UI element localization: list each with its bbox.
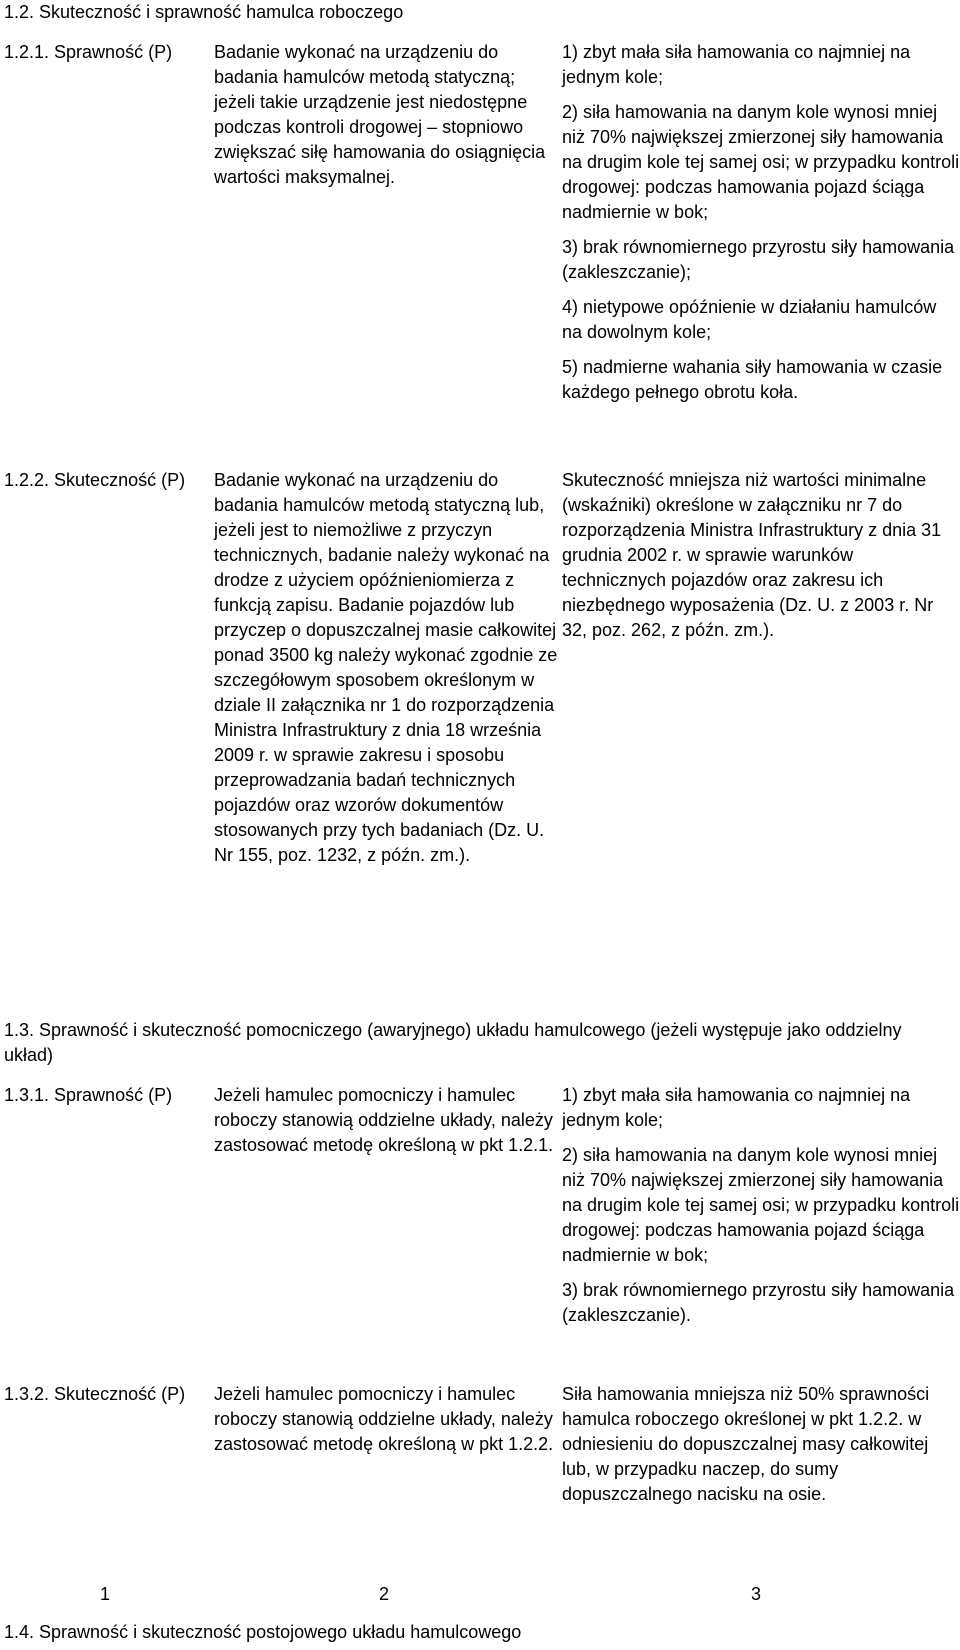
criterion-item: 1) zbyt mała siła hamowania co najmniej na jednym kole; — [562, 42, 911, 87]
criterion-item: 4) nietypowe opóźnienie w działaniu hamulców na dowolnym kole; — [562, 297, 937, 342]
criterion-item: 3) brak równomiernego przyrostu siły hamowania (zakleszczanie). — [562, 1280, 955, 1325]
row-label-1-2-1: 1.2.1. Sprawność (P) — [4, 42, 173, 62]
row-criteria-1-2-2: Skuteczność mniejsza niż wartości minimalne (wskaźniki) określone w załączniku nr 7 do rozporządzenia Ministra Infrastruktury z dnia 31 grudnia 2002 r. w sprawie warunków technicznych pojazdów oraz zakresu ich niezbędnego wyposażenia (Dz. U. z 2003 r. Nr 32, poz. 262, z późn. zm.). — [562, 470, 942, 640]
column-number-2: 2 — [379, 1584, 390, 1604]
row-criteria-1-2-1 — [562, 40, 960, 415]
row-label-1-3-1: 1.3.1. Sprawność (P) — [4, 1085, 173, 1105]
column-number-1: 1 — [100, 1584, 111, 1604]
section-heading-1-4: 1.4. Sprawność i skuteczność postojowego układu hamulcowego — [4, 1622, 522, 1642]
criterion-item: 1) zbyt mała siła hamowania co najmniej na jednym kole; — [562, 1085, 911, 1130]
row-method-1-3-2: Jeżeli hamulec pomocniczy i hamulec roboczy stanowią oddzielne układy, należy zastosować metodę określoną w pkt 1.2.2. — [214, 1384, 554, 1454]
column-number-3: 3 — [751, 1584, 762, 1604]
criterion-item: 2) siła hamowania na danym kole wynosi mniej niż 70% największej zmierzonej siły hamowania na drugim kole tej samej osi; w przypadku kontroli drogowej: podczas hamowania pojazd ściąga nadmiernie w bok; — [562, 1145, 960, 1265]
row-label-1-2-2: 1.2.2. Skuteczność (P) — [4, 470, 186, 490]
section-heading-1-3: 1.3. Sprawność i skuteczność pomocniczego (awaryjnego) układu hamulcowego (jeżeli występuje jako oddzielny układ) — [4, 1020, 902, 1065]
row-label-1-3-2: 1.3.2. Skuteczność (P) — [4, 1384, 186, 1404]
row-criteria-1-3-2: Siła hamowania mniejsza niż 50% sprawności hamulca roboczego określonej w pkt 1.2.2. w odniesieniu do dopuszczalnej masy całkowitej lub, w przypadku naczep, do sumy dopuszczalnego nacisku na osie. — [562, 1384, 930, 1504]
row-method-1-2-1: Badanie wykonać na urządzeniu do badania hamulców metodą statyczną; jeżeli takie urządzenie jest niedostępne podczas kontroli drogowej – stopniowo zwiększać siłę hamowania do osiągnięcia wartości maksymalnej. — [214, 42, 546, 187]
row-criteria-1-3-1 — [562, 1083, 960, 1338]
row-method-1-2-2: Badanie wykonać na urządzeniu do badania hamulców metodą statyczną lub, jeżeli jest to niemożliwe z przyczyn technicznych, badanie należy wykonać na drodze z użyciem opóźnieniomierza z funkcją zapisu. Badanie pojazdów lub przyczep o dopuszczalnej masie całkowitej ponad 3500 kg należy wykonać zgodnie ze szczegółowym sposobem określonym w dziale II załącznika nr 1 do rozporządzenia Ministra Infrastruktury z dnia 18 września 2009 r. w sprawie zakresu i sposobu przeprowadzania badań technicznych pojazdów oraz wzorów dokumentów stosowanych przy tych badaniach (Dz. U. Nr 155, poz. 1232, z późn. zm.). — [214, 470, 558, 865]
criterion-item: 5) nadmierne wahania siły hamowania w czasie każdego pełnego obrotu koła. — [562, 357, 943, 402]
section-heading-1-2: 1.2. Skuteczność i sprawność hamulca roboczego — [4, 2, 404, 22]
row-method-1-3-1: Jeżeli hamulec pomocniczy i hamulec roboczy stanowią oddzielne układy, należy zastosować metodę określoną w pkt 1.2.1. — [214, 1085, 554, 1155]
criterion-item: 2) siła hamowania na danym kole wynosi mniej niż 70% największej zmierzonej siły hamowania na drugim kole tej samej osi; w przypadku kontroli drogowej: podczas hamowania pojazd ściąga nadmiernie w bok; — [562, 102, 960, 222]
criterion-item: 3) brak równomiernego przyrostu siły hamowania (zakleszczanie); — [562, 237, 955, 282]
